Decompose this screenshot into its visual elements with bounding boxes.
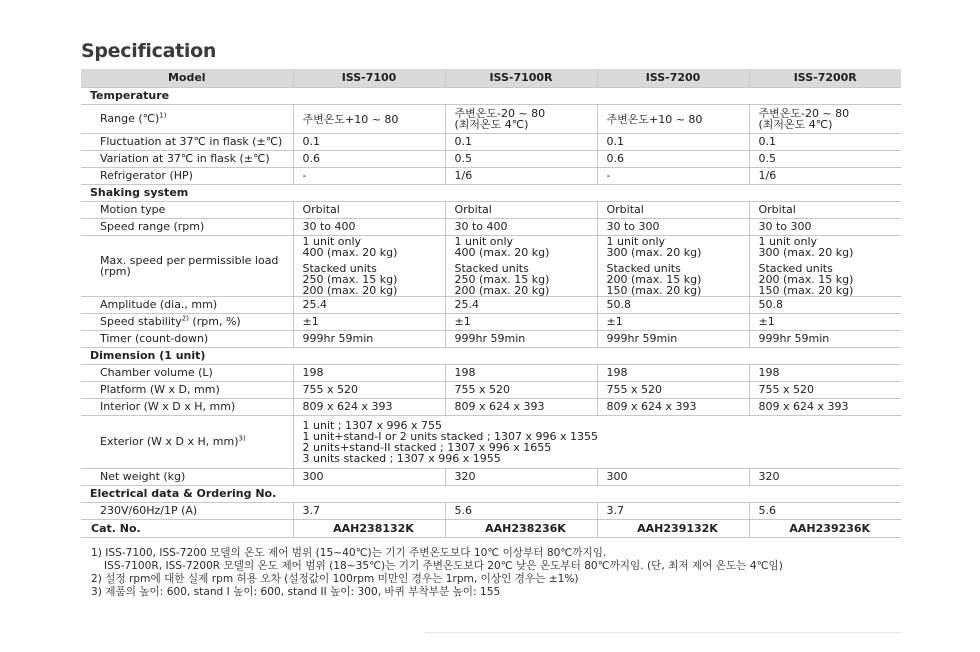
- cell: 50.8: [597, 297, 749, 314]
- cell: 999hr 59min: [597, 331, 749, 348]
- cell: 0.5: [749, 151, 901, 168]
- row-label: Exterior (W x D x H, mm)$^{3)}$: [81, 416, 293, 469]
- section-shaking: [81, 185, 901, 202]
- cell-max-speed-4: 1 unit only 300 (max. 20 kg) Stacked units 200 (max. 15 kg) 150 (max. 20 kg): [749, 236, 901, 297]
- header-model: Model: [81, 69, 293, 88]
- row-speed-stability: [81, 314, 901, 331]
- cell: 0.1: [597, 134, 749, 151]
- cell: 0.5: [445, 151, 597, 168]
- cell-max-speed-3: 1 unit only 300 (max. 20 kg) Stacked units 200 (max. 15 kg) 150 (max. 20 kg): [597, 236, 749, 297]
- cell: 0.6: [597, 151, 749, 168]
- footnote-mark: 3): [238, 434, 246, 443]
- cell: 809 x 624 x 393: [293, 399, 445, 416]
- cell: 30 to 400: [445, 219, 597, 236]
- cell: 30 to 400: [293, 219, 445, 236]
- cell-range-3: 주변온도+10 ~ 80: [597, 105, 749, 134]
- section-label: Dimension (1 unit): [81, 348, 901, 365]
- row-label: Motion type: [81, 202, 293, 219]
- cell-range-2: 주변온도-20 ~ 80 (최저온도 4℃): [445, 105, 597, 134]
- row-label: Speed stability$^{2)}$ (rpm, %): [81, 314, 293, 331]
- cell: 50.8: [749, 297, 901, 314]
- cell: 30 to 300: [597, 219, 749, 236]
- row-fluctuation: [81, 134, 901, 151]
- cell: 320: [445, 469, 597, 486]
- cell: 198: [445, 365, 597, 382]
- row-amplitude: [81, 297, 901, 314]
- cell-range-4: 주변온도-20 ~ 80 (최저온도 4℃): [749, 105, 901, 134]
- cell: Orbital: [749, 202, 901, 219]
- row-label: Cat. No.: [81, 520, 293, 538]
- cell: -: [293, 168, 445, 185]
- cell: 320: [749, 469, 901, 486]
- cell: ±1: [293, 314, 445, 331]
- cell: 0.1: [293, 134, 445, 151]
- section-temperature: [81, 88, 901, 105]
- section-dimension: [81, 348, 901, 365]
- section-electrical: [81, 486, 901, 503]
- cell: 999hr 59min: [293, 331, 445, 348]
- row-cat-no: [81, 520, 901, 538]
- page-title: Specification: [81, 40, 217, 62]
- section-label: Temperature: [81, 88, 901, 105]
- cell: 809 x 624 x 393: [445, 399, 597, 416]
- cell: 198: [749, 365, 901, 382]
- spec-table: [81, 69, 901, 538]
- cell: 198: [597, 365, 749, 382]
- cell: 25.4: [445, 297, 597, 314]
- cell-exterior: 1 unit ; 1307 x 996 x 755 1 unit+stand-I or 2 units stacked ; 1307 x 996 x 1355 2 units+stand-II stacked ; 1307 x 996 x 1655 3 units stacked ; 1307 x 996 x 1955: [293, 416, 901, 469]
- row-range: [81, 105, 901, 134]
- cell: ±1: [445, 314, 597, 331]
- cell: 25.4: [293, 297, 445, 314]
- row-label: Timer (count-down): [81, 331, 293, 348]
- cat-number: AAH238236K: [445, 520, 597, 538]
- cell: 755 x 520: [293, 382, 445, 399]
- footnote-1-cont: ISS-7100R, ISS-7200R 모델의 온도 제어 범위 (18~35℃)는 기기 주변온도보다 20℃ 낮은 온도부터 80℃까지임. (단, 최저 제어 온도는 4℃임): [104, 560, 783, 572]
- cell: 999hr 59min: [445, 331, 597, 348]
- cell: 3.7: [293, 503, 445, 520]
- cell: 0.6: [293, 151, 445, 168]
- row-label: Chamber volume (L): [81, 365, 293, 382]
- cell: ±1: [749, 314, 901, 331]
- cell: 1/6: [749, 168, 901, 185]
- cell: 0.1: [749, 134, 901, 151]
- row-label: Variation at 37℃ in flask (±℃): [81, 151, 293, 168]
- section-label: Electrical data & Ordering No.: [81, 486, 901, 503]
- footnote-mark: 2): [181, 314, 189, 323]
- section-label: Shaking system: [81, 185, 901, 202]
- cell: 809 x 624 x 393: [749, 399, 901, 416]
- row-label: 230V/60Hz/1P (A): [81, 503, 293, 520]
- row-variation: [81, 151, 901, 168]
- row-label: Amplitude (dia., mm): [81, 297, 293, 314]
- cell: 3.7: [597, 503, 749, 520]
- cell: -: [597, 168, 749, 185]
- footnote-1: 1) ISS-7100, ISS-7200 모델의 온도 제어 범위 (15~40℃)는 기기 주변온도보다 10℃ 이상부터 80℃까지임.: [91, 547, 607, 559]
- row-power: [81, 503, 901, 520]
- row-label: Max. speed per permissible load (rpm): [81, 236, 293, 297]
- row-platform: [81, 382, 901, 399]
- cell: Orbital: [597, 202, 749, 219]
- cell: 755 x 520: [445, 382, 597, 399]
- cell: 755 x 520: [597, 382, 749, 399]
- cell-range-1: 주변온도+10 ~ 80: [293, 105, 445, 134]
- footnote-2: 2) 설정 rpm에 대한 실제 rpm 허용 오차 (설정값이 100rpm 미만인 경우는 1rpm, 이상인 경우는 ±1%): [91, 573, 579, 585]
- cell: ±1: [597, 314, 749, 331]
- row-label: Platform (W x D, mm): [81, 382, 293, 399]
- cat-number: AAH238132K: [293, 520, 445, 538]
- header-iss-7200r: ISS-7200R: [749, 69, 901, 88]
- header-iss-7100: ISS-7100: [293, 69, 445, 88]
- divider: [425, 632, 901, 633]
- row-label: Range (℃)$^{1)}$: [81, 105, 293, 134]
- cell: 300: [293, 469, 445, 486]
- cell: 1/6: [445, 168, 597, 185]
- row-max-speed: [81, 236, 901, 297]
- cell: Orbital: [293, 202, 445, 219]
- cell: 5.6: [749, 503, 901, 520]
- footnote-mark: 1): [159, 111, 167, 120]
- row-label: Interior (W x D x H, mm): [81, 399, 293, 416]
- row-label: Refrigerator (HP): [81, 168, 293, 185]
- header-row: [81, 69, 901, 88]
- row-motion: [81, 202, 901, 219]
- cell: 0.1: [445, 134, 597, 151]
- row-refrigerator: [81, 168, 901, 185]
- cell: 999hr 59min: [749, 331, 901, 348]
- cell-max-speed-2: 1 unit only 400 (max. 20 kg) Stacked units 250 (max. 15 kg) 200 (max. 20 kg): [445, 236, 597, 297]
- cell: Orbital: [445, 202, 597, 219]
- cat-number: AAH239236K: [749, 520, 901, 538]
- cell: 300: [597, 469, 749, 486]
- row-label: Fluctuation at 37℃ in flask (±℃): [81, 134, 293, 151]
- cat-number: AAH239132K: [597, 520, 749, 538]
- cell: 30 to 300: [749, 219, 901, 236]
- cell: 198: [293, 365, 445, 382]
- cell: 755 x 520: [749, 382, 901, 399]
- cell: 5.6: [445, 503, 597, 520]
- row-speed-range: [81, 219, 901, 236]
- row-label: Net weight (kg): [81, 469, 293, 486]
- row-chamber: [81, 365, 901, 382]
- row-net-weight: [81, 469, 901, 486]
- row-label: Speed range (rpm): [81, 219, 293, 236]
- footnote-3: 3) 제품의 높이: 600, stand I 높이: 600, stand II 높이: 300, 바퀴 부착부분 높이: 155: [91, 586, 501, 598]
- footnotes: [91, 547, 783, 599]
- cell-max-speed-1: 1 unit only 400 (max. 20 kg) Stacked units 250 (max. 15 kg) 200 (max. 20 kg): [293, 236, 445, 297]
- row-timer: [81, 331, 901, 348]
- row-interior: [81, 399, 901, 416]
- row-exterior: [81, 416, 901, 469]
- header-iss-7100r: ISS-7100R: [445, 69, 597, 88]
- header-iss-7200: ISS-7200: [597, 69, 749, 88]
- cell: 809 x 624 x 393: [597, 399, 749, 416]
